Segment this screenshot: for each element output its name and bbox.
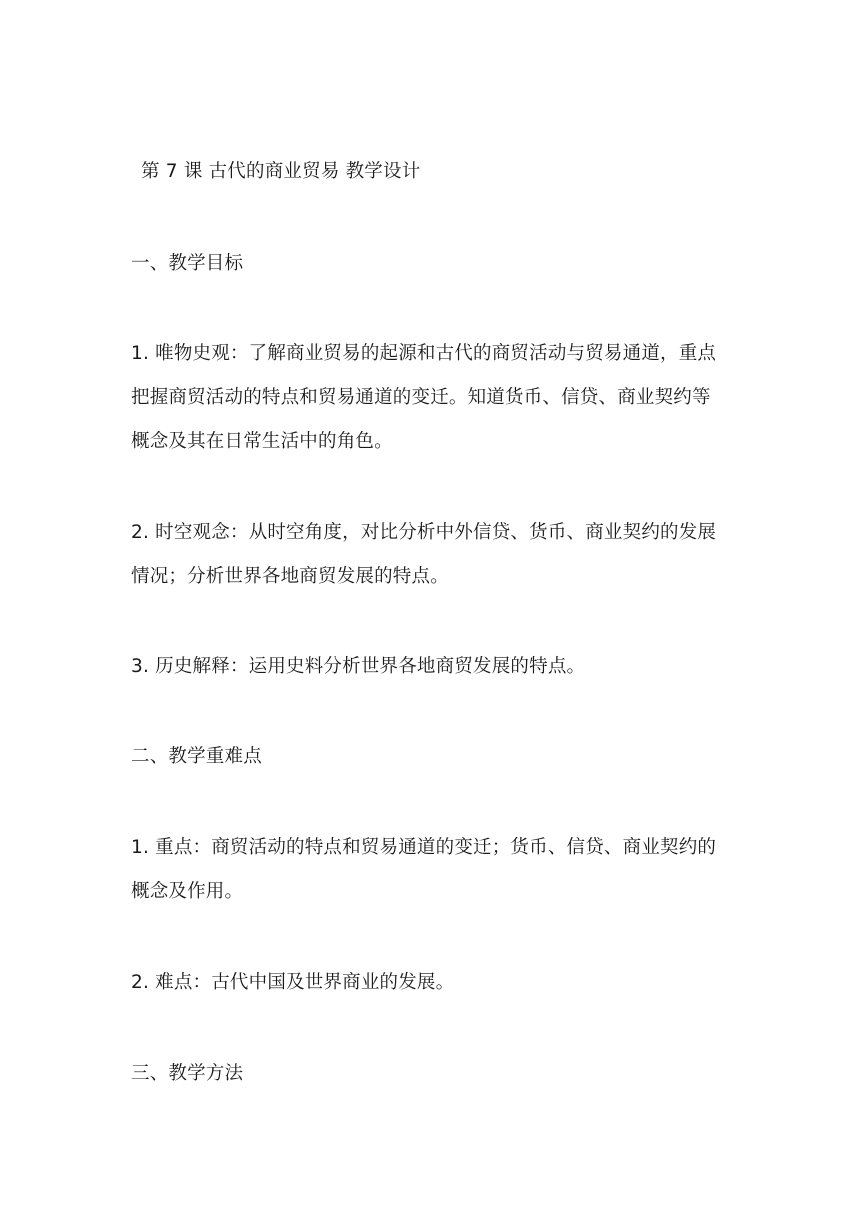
section-heading-objectives: 一、教学目标 [131,253,244,274]
objective-2-line-1: 2. 时空观念：从时空角度，对比分析中外信贷、货币、商业契约的发展 [131,522,717,543]
document-title: 第 7 课 古代的商业贸易 教学设计 [141,161,421,182]
key-point-line-1: 1. 重点：商贸活动的特点和贸易通道的变迁；货币、信贷、商业契约的 [131,837,717,858]
objective-3-line-1: 3. 历史解释：运用史料分析世界各地商贸发展的特点。 [131,656,586,677]
section-heading-key-points: 二、教学重难点 [131,746,262,767]
difficult-point-line-1: 2. 难点：古代中国及世界商业的发展。 [131,972,455,993]
objective-2-line-2: 情况；分析世界各地商贸发展的特点。 [131,566,449,587]
objective-1-line-1: 1. 唯物史观：了解商业贸易的起源和古代的商贸活动与贸易通道，重点 [131,343,717,364]
key-point-line-2: 概念及作用。 [131,881,244,902]
section-heading-methods: 三、教学方法 [131,1063,244,1084]
objective-1-line-3: 概念及其在日常生活中的角色。 [131,431,393,452]
objective-1-line-2: 把握商贸活动的特点和贸易通道的变迁。知道货币、信贷、商业契约等 [131,387,711,408]
